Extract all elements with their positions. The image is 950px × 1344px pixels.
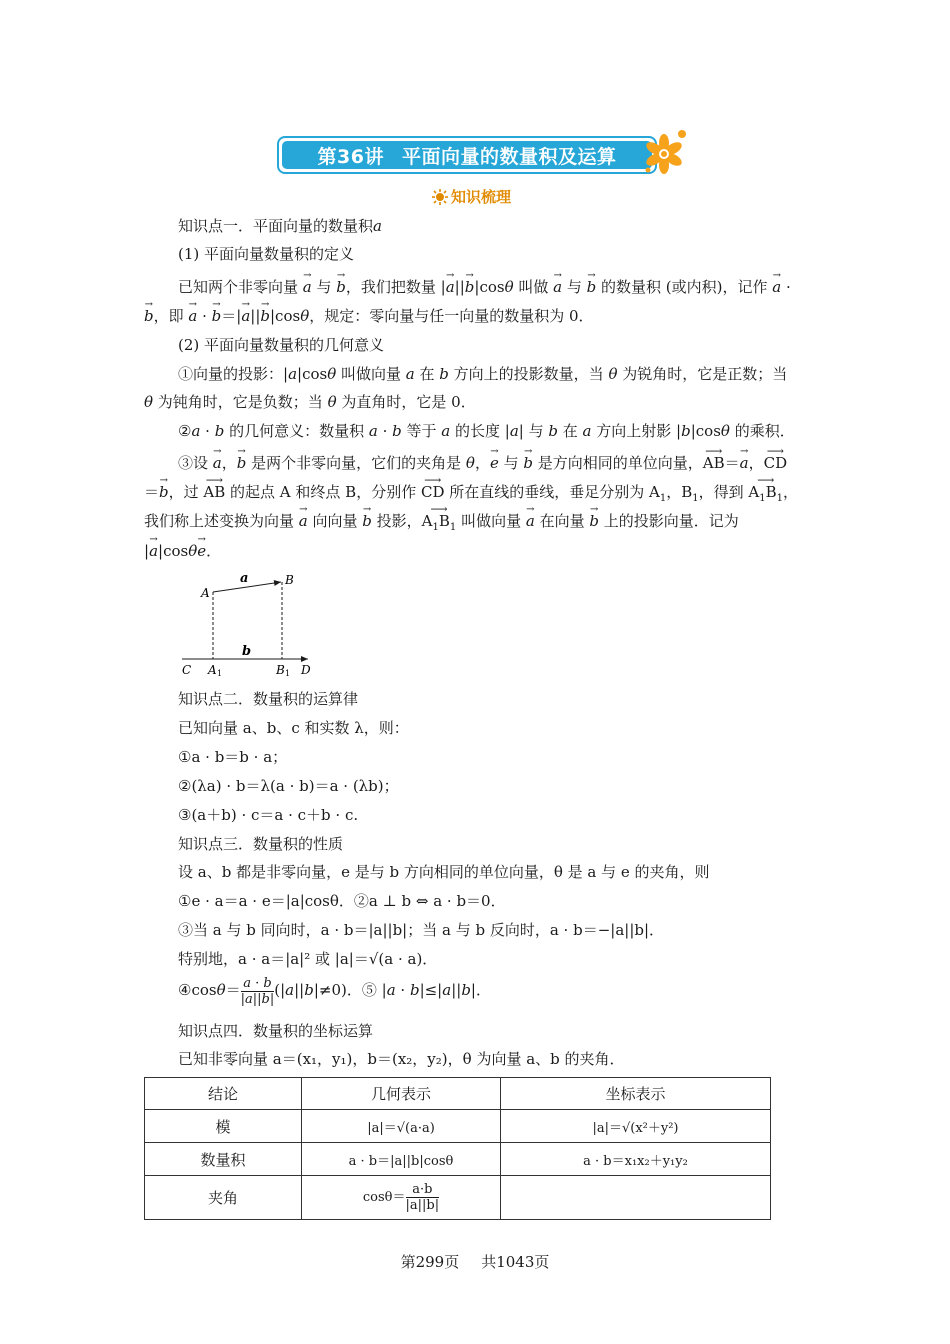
kp3-property3: ③当 a 与 b 同向时，a · b＝|a||b|；当 a 与 b 反向时，a · b＝−|a||b|． <box>178 921 665 939</box>
section-subhead: 知识梳理 <box>432 186 511 207</box>
sun-icon <box>432 189 448 205</box>
title-banner <box>277 136 657 174</box>
label-A1: A <box>208 663 217 677</box>
kp1-projvec-line2: ＝→ b，过 ⟶ AB 的起点 A 和终点 B，分别作 ⟶ CD 所在直线的垂线，垂足分别为 $A_1$，$B_1$，得到 ⟶ $A_1B_1$， <box>144 481 810 510</box>
kp2-heading: 知识点二．数量积的运算律 <box>178 690 359 708</box>
table-cell: 数量积 <box>145 1143 302 1176</box>
kp1-proj-line2: θ 为钝角时，它是负数；当 θ 为直角时，它是 0． <box>144 393 476 411</box>
page-footer <box>0 1251 950 1272</box>
label-b: b <box>242 644 252 659</box>
label-B1: B <box>276 663 285 677</box>
kp1-def-line2: → b，即 → a · → b＝|→ a||→ b|cosθ，规定：零向量与任一向量的数量积为 0． <box>144 305 810 327</box>
projection-diagram <box>178 572 323 680</box>
kp3-intro: 设 a、b 都是非零向量，e 是与 b 方向相同的单位向量，θ 是 a 与 e 的夹角，则 <box>178 863 710 881</box>
label-A1-sub: 1 <box>217 669 223 678</box>
table-cell: 夹角 <box>145 1176 302 1220</box>
kp3-property45: ④cosθ＝ $\frac{a \cdot b}{|a||b|}$ (|a||b|≠0)．⑤ |a · b|≤|a||b|． <box>178 975 491 1007</box>
kp1-projvec-line3: 我们称上述变换为向量 → a 向向量 → b 投影，⟶ $A_1B_1$ 叫做向量 → a 在向量 → b 上的投影向量．记为 <box>144 510 810 539</box>
table-row <box>145 1143 771 1176</box>
label-D: D <box>301 663 311 677</box>
kp4-intro: 已知非零向量 a＝(x₁，y₁)，b＝(x₂，y₂)，θ 为向量 a、b 的夹角． <box>178 1050 625 1068</box>
table-header-row <box>145 1078 771 1110</box>
kp3-heading: 知识点三．数量积的性质 <box>178 835 344 853</box>
table-header: 几何表示 <box>302 1078 501 1110</box>
total-pages: 共1043页 <box>481 1253 550 1271</box>
table-header: 坐标表示 <box>501 1078 771 1110</box>
table-cell: a · b＝|a||b|cosθ <box>302 1143 501 1176</box>
kp1-geo-heading: (2) 平面向量数量积的几何意义 <box>178 336 385 354</box>
label-A: A <box>201 586 210 600</box>
label-B1-sub: 1 <box>285 669 291 678</box>
kp1-heading: 知识点一．平面向量的数量积a <box>178 217 382 235</box>
flower-icon <box>640 126 690 176</box>
kp1-def-line1: 已知两个非零向量 → a 与 → b，我们把数量 |→ a||→ b|cosθ 叫做 → a 与 → b 的数量积 (或内积)，记作 → a · <box>178 276 810 298</box>
table-cell: cosθ＝ $\frac{a\cdot b}{|a||b|}$ <box>302 1176 501 1220</box>
kp1-geo-meaning: ②a · b 的几何意义：数量积 a · b 等于 a 的长度 |a| 与 b 在 a 方向上射影 |b|cosθ 的乘积． <box>178 422 795 440</box>
label-B: B <box>285 573 294 587</box>
kp4-heading: 知识点四．数量积的坐标运算 <box>178 1022 374 1040</box>
table-cell: |a|＝√(a·a) <box>302 1110 501 1143</box>
label-C: C <box>182 663 192 677</box>
table-header: 结论 <box>145 1078 302 1110</box>
kp1-proj-line1: ①向量的投影：|a|cosθ 叫做向量 a 在 b 方向上的投影数量，当 θ 为锐角时，它是正数；当 <box>178 365 788 383</box>
table-cell: |a|＝√(x²＋y²) <box>501 1110 771 1143</box>
table-cell: a · b＝x₁x₂＋y₁y₂ <box>501 1143 771 1176</box>
lecture-title: 平面向量的数量积及运算 <box>401 145 617 168</box>
table-cell <box>501 1176 771 1220</box>
kp3-property1: ①e · a＝a · e＝|a|cosθ．②a ⊥ b ⇔ a · b＝0． <box>178 892 506 910</box>
coordinate-table <box>144 1077 771 1220</box>
table-row <box>145 1176 771 1220</box>
table-row <box>145 1110 771 1143</box>
kp2-law3: ③(a＋b) · c＝a · c＋b · c. <box>178 806 359 824</box>
kp1-projvec-line4: |→ a|cosθ→ e． <box>144 540 810 562</box>
kp2-intro: 已知向量 a、b、c 和实数 λ，则： <box>178 719 409 737</box>
kp2-law1: ①a · b＝b · a； <box>178 748 288 766</box>
kp3-special: 特别地，a · a＝|a|² 或 |a|＝√(a · a)． <box>178 950 438 968</box>
label-a: a <box>240 572 249 586</box>
kp2-law2: ②(λa) · b＝λ(a · b)＝a · (λb)； <box>178 777 399 795</box>
table-cell: 模 <box>145 1110 302 1143</box>
kp1-def-heading: (1) 平面向量数量积的定义 <box>178 245 355 263</box>
kp1-projvec-line1: ③设 → a，→ b 是两个非零向量，它们的夹角是 θ，→ e 与 → b 是方向相同的单位向量，⟶ AB＝→ a，⟶ CD <box>178 452 810 474</box>
lecture-number: 第36讲 <box>317 145 384 168</box>
page-number: 第299页 <box>400 1253 460 1271</box>
